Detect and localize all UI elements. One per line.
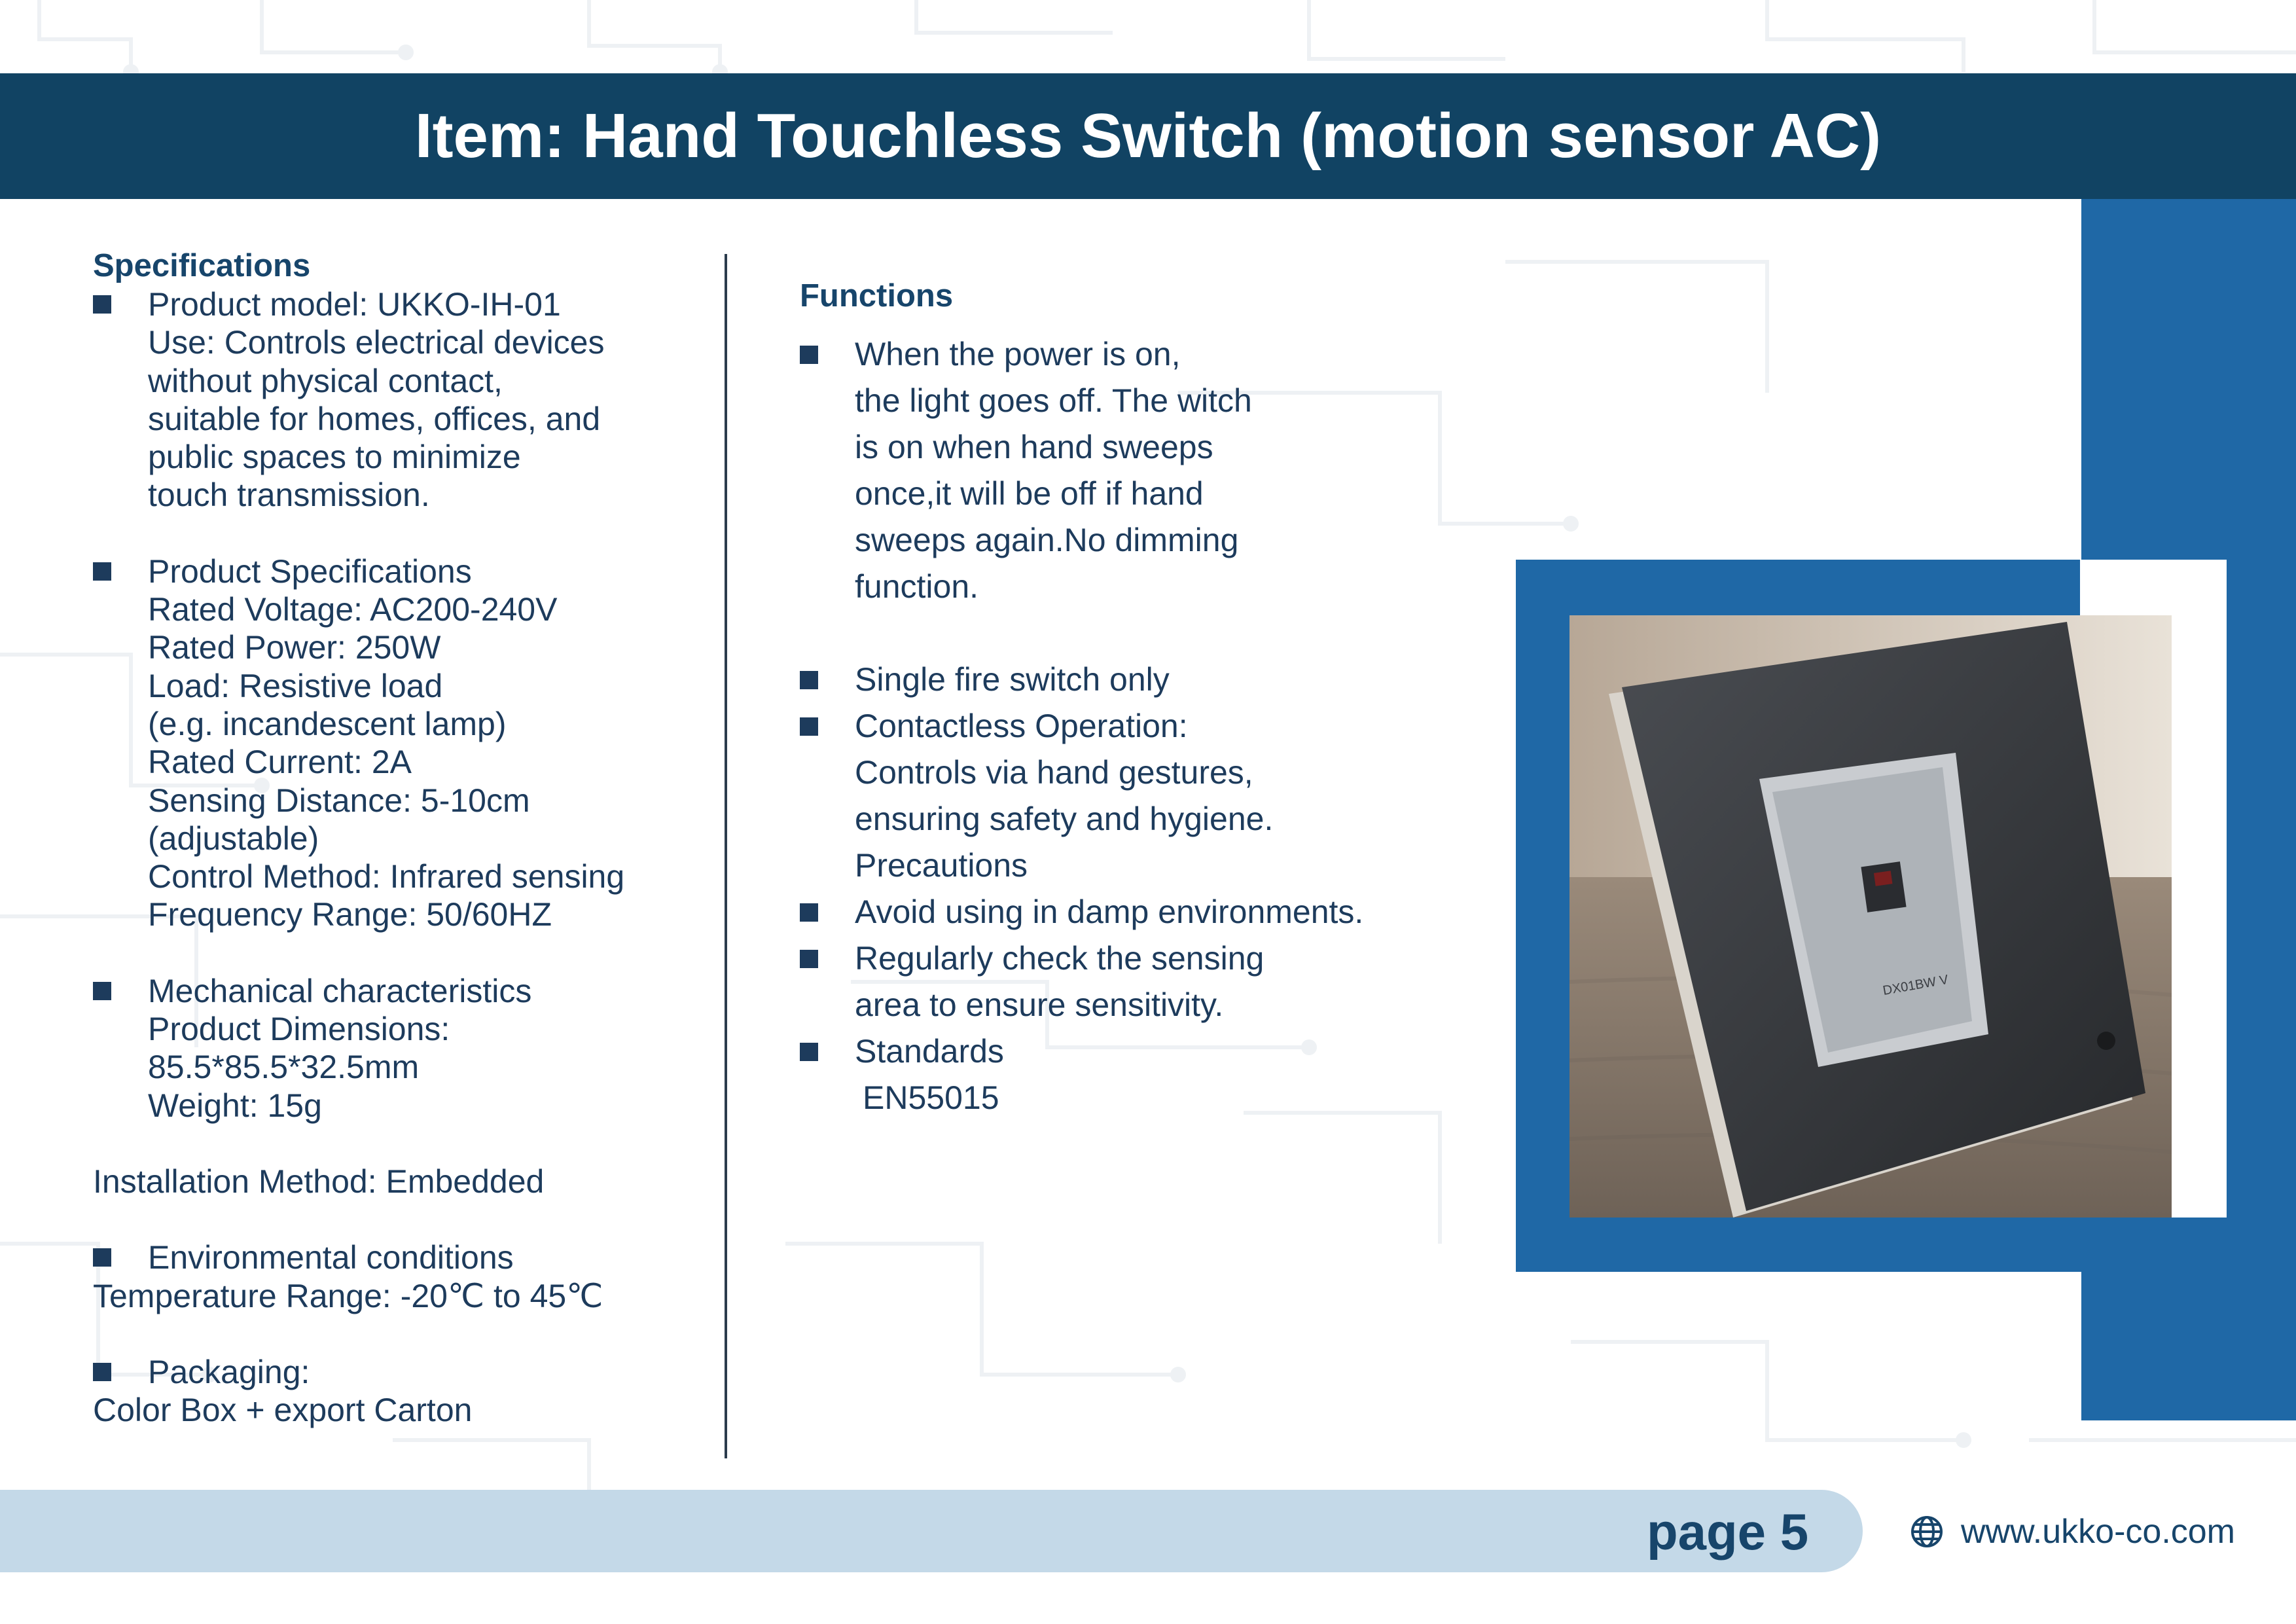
installation-method: Installation Method: Embedded: [93, 1163, 545, 1200]
square-bullet-icon: [93, 982, 111, 1000]
mech-line: 85.5*85.5*32.5mm: [148, 1049, 420, 1086]
square-bullet-icon: [800, 346, 818, 364]
environment-label: Environmental conditions: [148, 1239, 514, 1276]
specifications-heading: Specifications: [93, 248, 311, 283]
mech-line: Product Dimensions:: [148, 1011, 450, 1048]
function-line: function.: [855, 568, 979, 605]
mechanical-label: Mechanical characteristics: [148, 972, 532, 1009]
precautions-label: Precautions: [855, 847, 1028, 884]
functions-column: [800, 276, 1428, 1121]
mechanical-item: [93, 972, 708, 1010]
product-model-text: Product model: UKKO-IH-01: [148, 286, 561, 323]
power-on-text: When the power is on,: [855, 336, 1181, 372]
check-sensing-item: [800, 935, 1428, 982]
photo-frame-accent-lower: [1516, 1218, 2227, 1272]
square-bullet-icon: [93, 562, 111, 581]
specifications-column: [93, 246, 708, 1429]
square-bullet-icon: [93, 295, 111, 314]
environment-item: [93, 1238, 708, 1276]
function-line: the light goes off. The witch: [855, 382, 1252, 419]
use-line: suitable for homes, offices, and: [148, 400, 601, 437]
function-line: once,it will be off if hand: [855, 475, 1204, 512]
spec-line: Load: Resistive load: [148, 667, 443, 704]
use-line: without physical contact,: [148, 362, 503, 399]
spec-line: Rated Power: 250W: [148, 629, 441, 666]
functions-heading: Functions: [800, 278, 954, 314]
page-title: Item: Hand Touchless Switch (motion sensor AC): [414, 101, 1882, 171]
packaging-item: [93, 1353, 708, 1391]
square-bullet-icon: [800, 717, 818, 736]
square-bullet-icon: [93, 1363, 111, 1381]
website-text[interactable]: www.ukko-co.com: [1961, 1513, 2235, 1551]
temperature-range: Temperature Range: -20℃ to 45℃: [93, 1277, 603, 1314]
spec-line: (e.g. incandescent lamp): [148, 705, 507, 742]
use-line: Use: Controls electrical devices: [148, 324, 605, 361]
square-bullet-icon: [800, 1043, 818, 1061]
product-photo: [1570, 615, 2172, 1218]
square-bullet-icon: [93, 1248, 111, 1267]
spec-line: Frequency Range: 50/60HZ: [148, 896, 552, 933]
square-bullet-icon: [800, 903, 818, 922]
avoid-damp-text: Avoid using in damp environments.: [855, 893, 1364, 930]
contactless-label: Contactless Operation:: [855, 708, 1188, 744]
product-model-item: [93, 285, 708, 323]
page-number: page 5: [1647, 1503, 1809, 1561]
packaging-value: Color Box + export Carton: [93, 1392, 473, 1429]
spec-line: Control Method: Infrared sensing: [148, 858, 625, 895]
website-link[interactable]: [1910, 1512, 2235, 1551]
product-specs-label: Product Specifications: [148, 552, 472, 590]
spec-line: Rated Current: 2A: [148, 744, 412, 781]
mech-line: Weight: 15g: [148, 1087, 322, 1124]
standards-value: EN55015: [863, 1079, 999, 1116]
packaging-label: Packaging:: [148, 1353, 310, 1390]
product-specs-item: [93, 552, 708, 590]
contactless-item: [800, 703, 1428, 749]
check-sensing-text: Regularly check the sensing: [855, 940, 1265, 977]
check-sensing-line: area to ensure sensitivity.: [855, 986, 1224, 1023]
spec-line: (adjustable): [148, 820, 319, 857]
contactless-line: Controls via hand gestures,: [855, 754, 1253, 791]
single-fire-text: Single fire switch only: [855, 661, 1170, 698]
use-line: public spaces to minimize: [148, 439, 521, 476]
title-bar: [0, 73, 2296, 199]
spec-line: Rated Voltage: AC200-240V: [148, 591, 558, 628]
use-line: touch transmission.: [148, 477, 430, 514]
power-on-item: [800, 331, 1428, 378]
square-bullet-icon: [800, 671, 818, 689]
avoid-damp-item: [800, 889, 1428, 935]
spec-line: Sensing Distance: 5-10cm: [148, 782, 530, 819]
square-bullet-icon: [800, 950, 818, 968]
function-line: sweeps again.No dimming: [855, 522, 1239, 558]
product-label: DX01BW V: [1882, 972, 1950, 998]
function-line: is on when hand sweeps: [855, 429, 1213, 465]
standards-label: Standards: [855, 1033, 1004, 1070]
standards-item: [800, 1028, 1428, 1075]
footer-bar: [0, 1490, 1863, 1572]
contactless-line: ensuring safety and hygiene.: [855, 801, 1274, 837]
column-divider: [725, 254, 727, 1458]
single-fire-item: [800, 657, 1428, 703]
globe-icon: [1910, 1515, 1944, 1549]
